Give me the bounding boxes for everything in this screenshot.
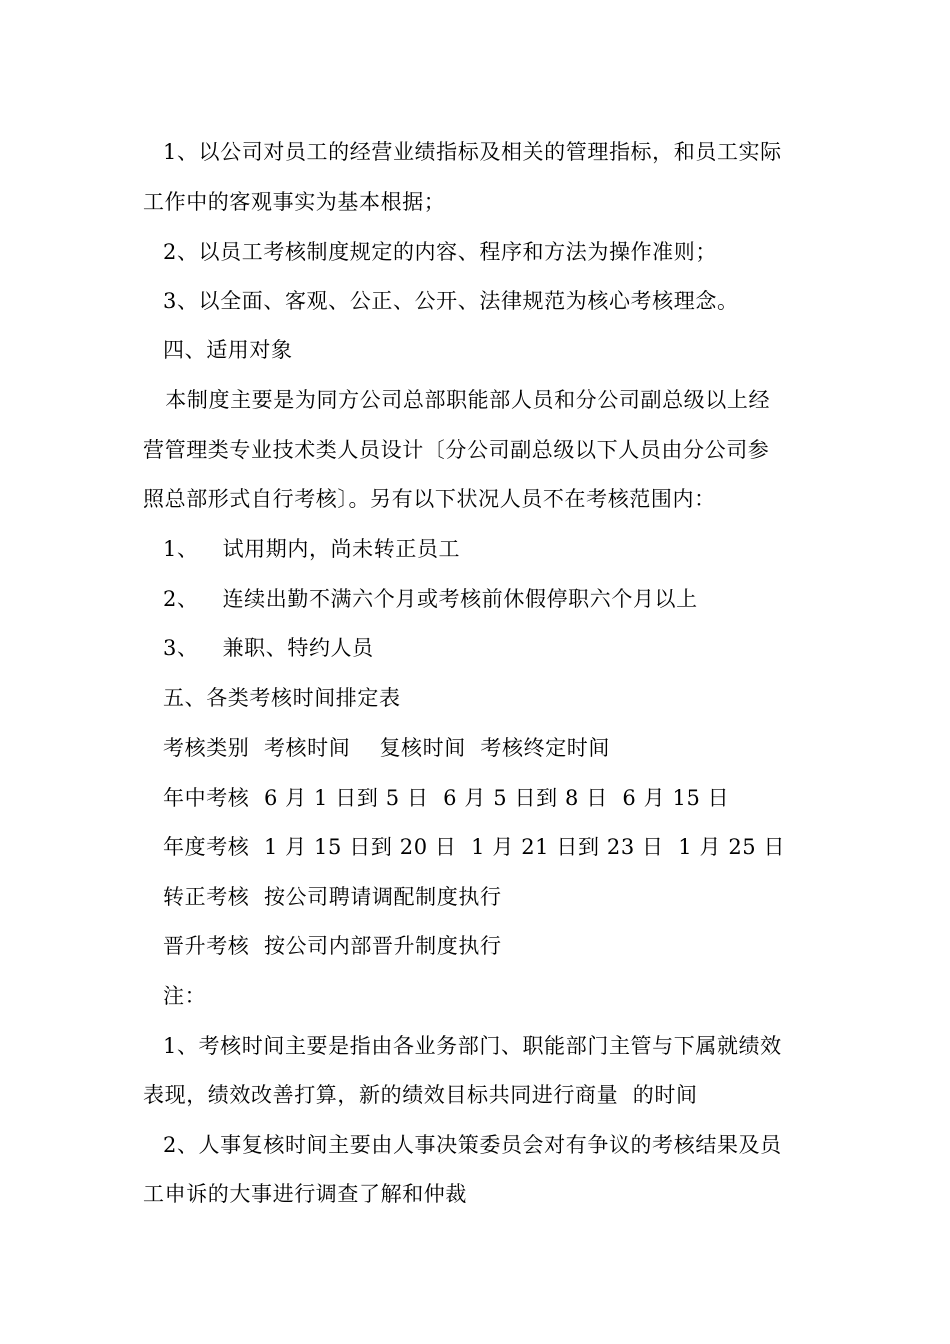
schedule-row-annual: 年度考核 1 月 15 日到 20 日 1 月 21 日到 23 日 1 月 25 日 bbox=[163, 835, 786, 859]
exclusion-text: 连续出勤不满六个月或考核前休假停职六个月以上 bbox=[222, 587, 698, 611]
criteria-item-1-line-2: 工作中的客观事实为基本根据； bbox=[143, 190, 446, 214]
notes-heading: 注： bbox=[163, 984, 207, 1008]
note-2-line-2: 工申诉的大事进行调查了解和仲裁 bbox=[143, 1182, 467, 1206]
section-4-paragraph-line-3: 照总部形式自行考核〕。另有以下状况人员不在考核范围内： bbox=[143, 487, 716, 511]
exclusion-item-2 bbox=[163, 584, 698, 614]
exclusion-text: 兼职、特约人员 bbox=[222, 636, 374, 660]
schedule-row-probation: 转正考核 按公司聘请调配制度执行 bbox=[163, 885, 502, 909]
exclusion-item-3 bbox=[163, 633, 374, 663]
schedule-row-promotion: 晋升考核 按公司内部晋升制度执行 bbox=[163, 934, 502, 958]
note-2-line-1: 2、人事复核时间主要由人事决策委员会对有争议的考核结果及员 bbox=[163, 1133, 782, 1157]
section-4-paragraph-line-1: 本制度主要是为同方公司总部职能部人员和分公司副总级以上经 bbox=[158, 388, 771, 412]
note-1-line-2: 表现，绩效改善打算，新的绩效目标共同进行商量 的时间 bbox=[143, 1083, 698, 1107]
criteria-item-3: 3、以全面、客观、公正、公开、法律规范为核心考核理念。 bbox=[163, 289, 739, 313]
exclusion-item-1 bbox=[163, 534, 460, 564]
exclusion-number: 2、 bbox=[163, 587, 199, 611]
exclusion-number: 3、 bbox=[163, 636, 199, 660]
section-4-paragraph-line-2: 营管理类专业技术类人员设计〔分公司副总级以下人员由分公司参 bbox=[143, 438, 770, 462]
note-1-line-1: 1、考核时间主要是指由各业务部门、职能部门主管与下属就绩效 bbox=[163, 1034, 782, 1058]
exclusion-number: 1、 bbox=[163, 537, 199, 561]
schedule-row-midyear: 年中考核 6 月 1 日到 5 日 6 月 5 日到 8 日 6 月 15 日 bbox=[163, 786, 730, 810]
exclusion-text: 试用期内，尚未转正员工 bbox=[222, 537, 461, 561]
schedule-table-header: 考核类别 考核时间 复核时间 考核终定时间 bbox=[163, 736, 611, 760]
section-4-heading: 四、适用对象 bbox=[163, 338, 293, 362]
section-5-heading: 五、各类考核时间排定表 bbox=[163, 686, 401, 710]
criteria-item-1-line-1: 1、以公司对员工的经营业绩指标及相关的管理指标，和员工实际 bbox=[163, 140, 782, 164]
criteria-item-2: 2、以员工考核制度规定的内容、程序和方法为操作准则； bbox=[163, 240, 717, 264]
